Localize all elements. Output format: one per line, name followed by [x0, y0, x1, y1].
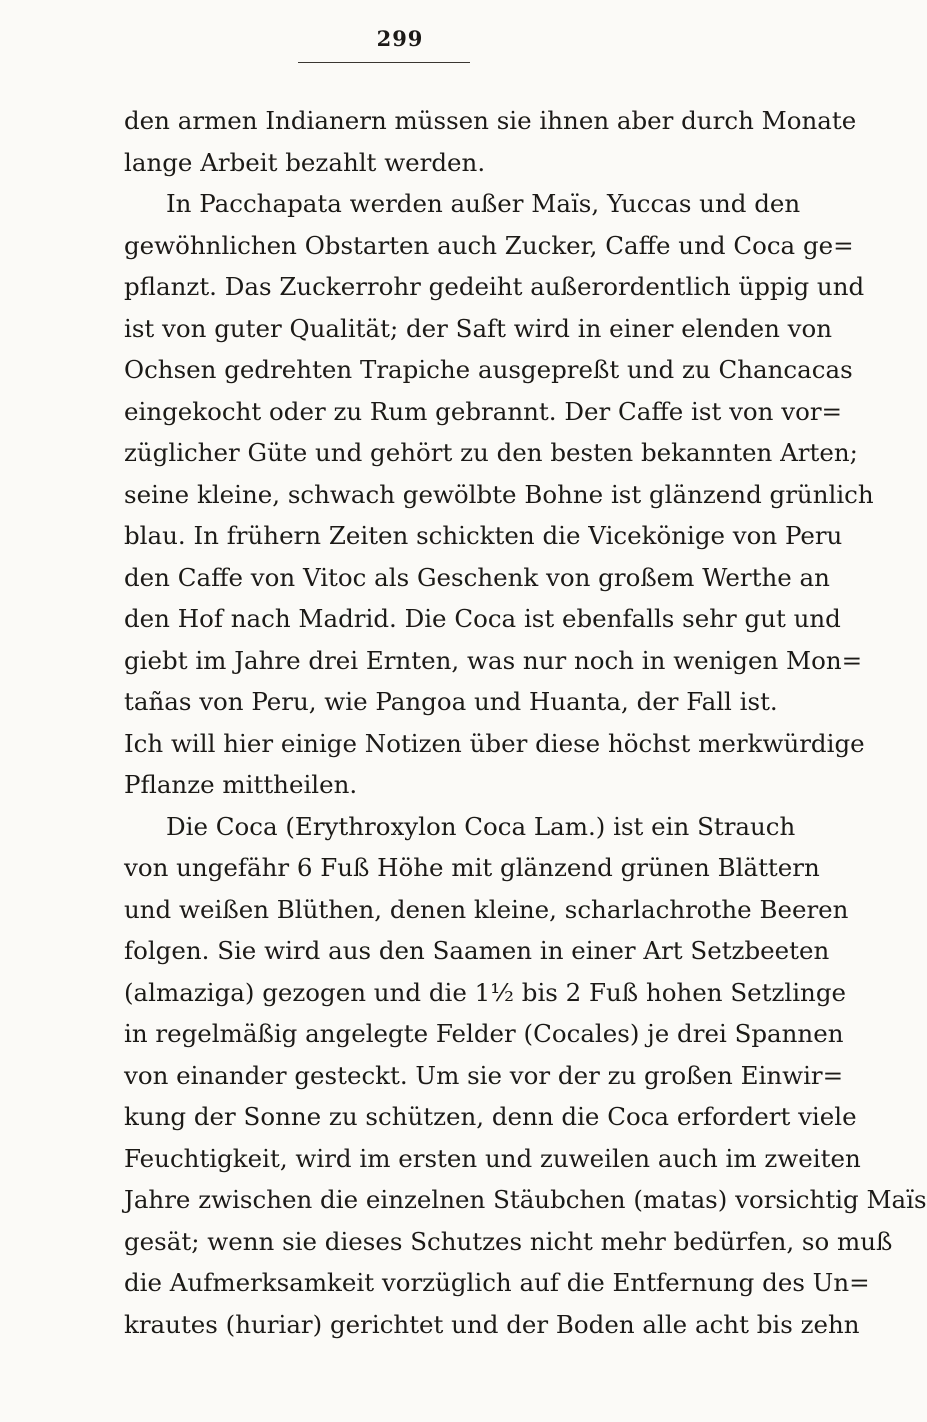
text-line: eingekocht oder zu Rum gebrannt. Der Caffe ist von vor=: [124, 396, 843, 426]
text-line: von ungefähr 6 Fuß Höhe mit glänzend grünen Blättern: [124, 853, 820, 882]
text-line: die Aufmerksamkeit vorzüglich auf die Entfernung des Un=: [124, 1268, 870, 1297]
text-line: gewöhnlichen Obstarten auch Zucker, Caffe und Coca ge=: [124, 230, 854, 260]
text-line: In Pacchapata werden außer Maïs, Yuccas und den: [166, 189, 801, 218]
text-line: (almaziga) gezogen und die 1½ bis 2 Fuß hohen Setzlinge: [124, 977, 846, 1007]
text-line: in regelmäßig angelegte Felder (Cocales) je drei Spannen: [124, 1019, 844, 1048]
header-rule: [298, 62, 470, 63]
text-line: Jahre zwischen die einzelnen Stäubchen (matas) vorsichtig Maïs: [124, 1185, 927, 1214]
text-line: den armen Indianern müssen sie ihnen aber durch Monate: [124, 106, 857, 135]
text-line: Ochsen gedrehten Trapiche ausgepreßt und zu Chancacas: [124, 355, 853, 384]
text-line: Feuchtigkeit, wird im ersten und zuweilen auch im zweiten: [124, 1143, 861, 1173]
text-line: von einander gesteckt. Um sie vor der zu großen Einwir=: [124, 1060, 844, 1090]
text-line: lange Arbeit bezahlt werden.: [124, 147, 486, 177]
text-line: gesät; wenn sie dieses Schutzes nicht mehr bedürfen, so muß: [124, 1226, 893, 1256]
text-line: und weißen Blüthen, denen kleine, scharlachrothe Beeren: [124, 894, 849, 924]
text-line: giebt im Jahre drei Ernten, was nur noch in wenigen Mon=: [124, 645, 863, 675]
text-line: den Caffe von Vitoc als Geschenk von großem Werthe an: [124, 562, 830, 592]
text-line: folgen. Sie wird aus den Saamen in einer Art Setzbeeten: [124, 936, 830, 965]
body-text: [124, 100, 927, 1345]
text-line: Ich will hier einige Notizen über diese höchst merkwürdige: [124, 728, 865, 758]
text-line: blau. In frühern Zeiten schickten die Vicekönige von Peru: [124, 521, 843, 550]
page-number: 299: [376, 26, 424, 51]
text-line: tañas von Peru, wie Pangoa und Huanta, der Fall ist.: [124, 687, 778, 716]
text-line: seine kleine, schwach gewölbte Bohne ist glänzend grünlich: [124, 479, 874, 509]
text-line: krautes (huriar) gerichtet und der Boden alle acht bis zehn: [124, 1309, 860, 1339]
text-line: den Hof nach Madrid. Die Coca ist ebenfalls sehr gut und: [124, 604, 841, 633]
text-line: pflanzt. Das Zuckerrohr gedeiht außerordentlich üppig und: [124, 272, 865, 301]
text-line: Pflanze mittheilen.: [124, 770, 358, 799]
text-line: Die Coca (Erythroxylon Coca Lam.) ist ein Strauch: [166, 811, 796, 841]
text-line: züglicher Güte und gehört zu den besten bekannten Arten;: [124, 438, 858, 467]
text-line: ist von guter Qualität; der Saft wird in einer elenden von: [124, 313, 832, 343]
text-line: kung der Sonne zu schützen, denn die Coca erfordert viele: [124, 1102, 857, 1131]
